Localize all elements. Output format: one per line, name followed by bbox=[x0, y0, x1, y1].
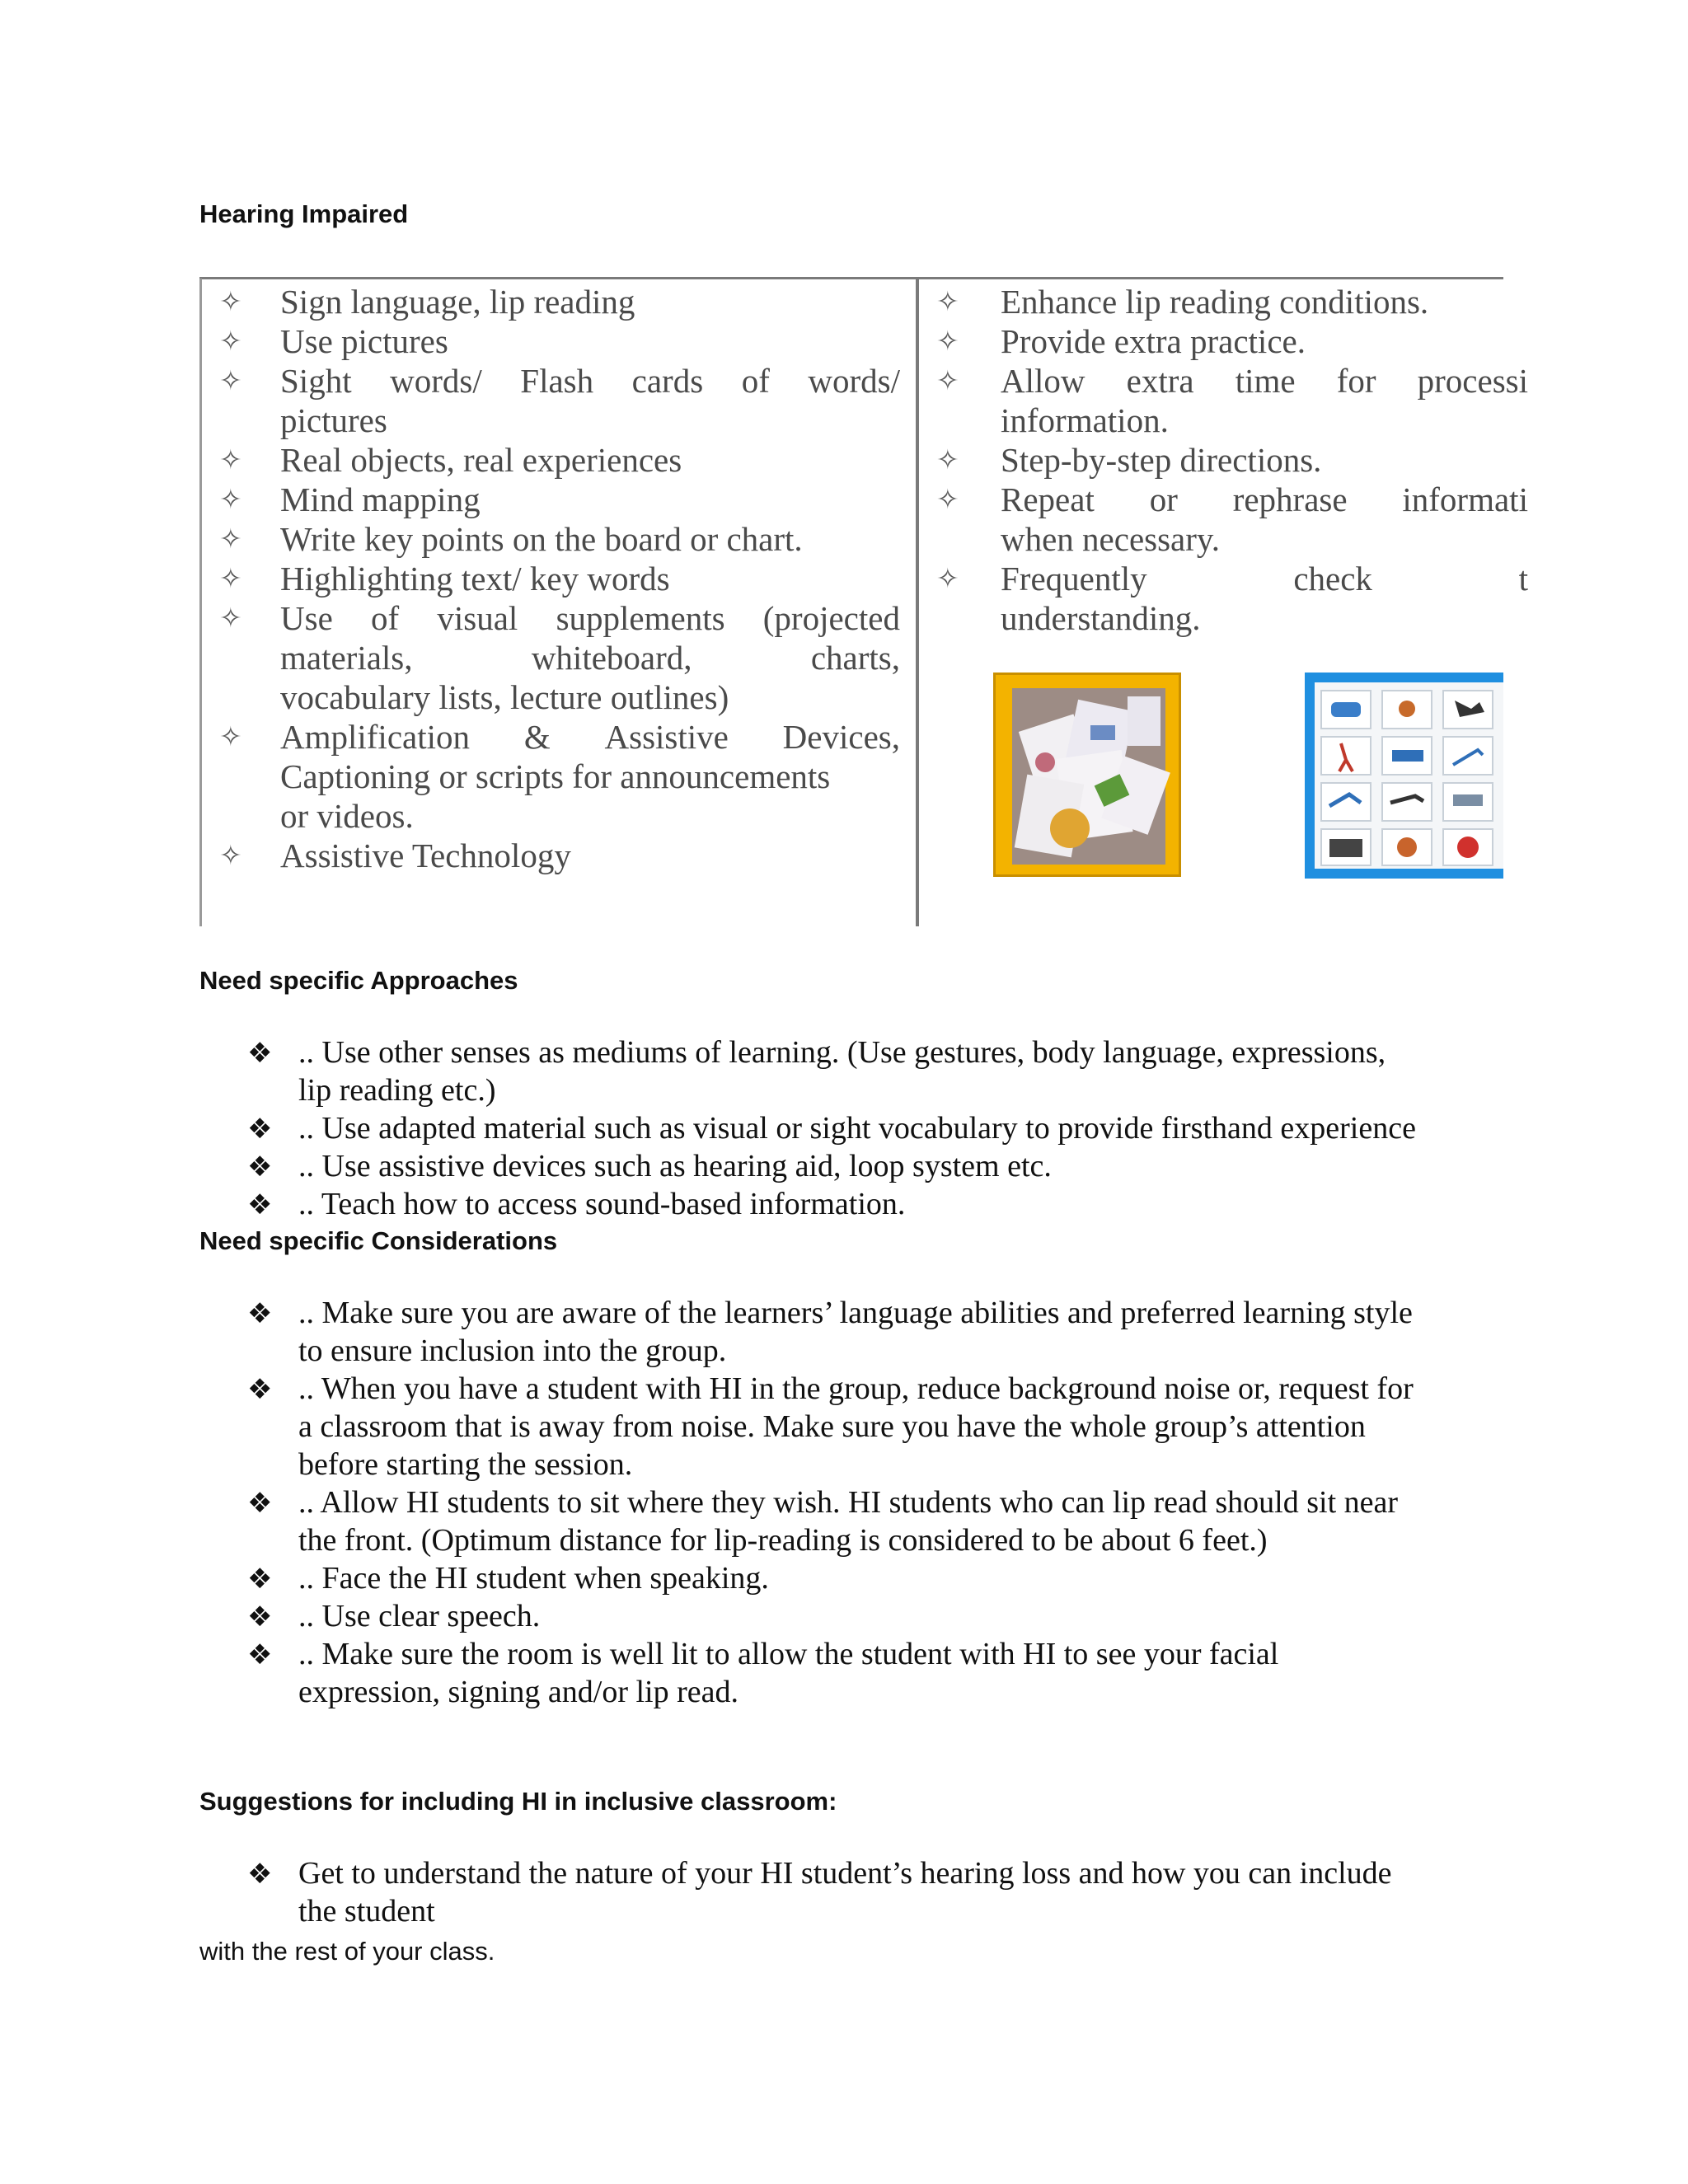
list-item-line: lip reading etc.) bbox=[298, 1073, 496, 1108]
diamond-bullet-icon: ❖ bbox=[247, 1151, 273, 1183]
right-col-bullet-icon: ✧ bbox=[936, 483, 959, 515]
list-item-line: .. When you have a student with HI in the group, reduce background noise or, request for bbox=[298, 1371, 1414, 1406]
left-col-line: Amplification & Assistive Devices, bbox=[280, 718, 900, 756]
left-col-line: Use of visual supplements (projected bbox=[280, 599, 900, 637]
left-col-line: materials, whiteboard, charts, bbox=[280, 639, 900, 677]
list-item-line: .. Make sure the room is well lit to allow the student with HI to see your facial bbox=[298, 1637, 1279, 1671]
right-col-bullet-icon: ✧ bbox=[936, 325, 959, 357]
list-item-text bbox=[298, 1635, 1477, 1711]
list-item-text bbox=[298, 1294, 1477, 1370]
right-col-line: information. bbox=[1001, 401, 1169, 439]
diamond-bullet-icon: ❖ bbox=[247, 1373, 273, 1406]
list-item-line: .. Use adapted material such as visual or sight vocabulary to provide firsthand experience bbox=[298, 1111, 1416, 1146]
diamond-bullet-icon: ❖ bbox=[247, 1638, 273, 1671]
diamond-bullet-icon: ❖ bbox=[247, 1858, 273, 1891]
list-item-text bbox=[298, 1559, 1477, 1597]
left-col-bullet-icon: ✧ bbox=[219, 443, 242, 476]
list-item-line: to ensure inclusion into the group. bbox=[298, 1333, 727, 1368]
list-item-text bbox=[298, 1147, 1477, 1185]
heading-need-specific-considerations: Need specific Considerations bbox=[199, 1226, 558, 1255]
heading-need-specific-approaches: Need specific Approaches bbox=[199, 966, 518, 995]
left-col-line: or videos. bbox=[280, 797, 414, 835]
list-item-text bbox=[298, 1597, 1477, 1635]
right-col-line: when necessary. bbox=[1001, 520, 1220, 558]
list-item-line: before starting the session. bbox=[298, 1447, 633, 1482]
table-column-divider bbox=[916, 279, 919, 926]
list-item-text bbox=[298, 1109, 1477, 1147]
right-col-line: Frequently check t bbox=[1001, 560, 1528, 598]
closing-line: with the rest of your class. bbox=[199, 1937, 495, 1966]
diamond-bullet-icon: ❖ bbox=[247, 1188, 273, 1221]
left-col-bullet-icon: ✧ bbox=[219, 325, 242, 357]
list-item-line: expression, signing and/or lip read. bbox=[298, 1675, 739, 1709]
diamond-bullet-icon: ❖ bbox=[247, 1563, 273, 1596]
left-col-line: Sign language, lip reading bbox=[280, 283, 635, 321]
list-item-line: the front. (Optimum distance for lip-reading is considered to be about 6 feet.) bbox=[298, 1523, 1268, 1558]
right-col-bullet-icon: ✧ bbox=[936, 364, 959, 396]
left-col-line: Use pictures bbox=[280, 322, 448, 360]
list-item-line: the student bbox=[298, 1894, 435, 1929]
list-item-text bbox=[298, 1483, 1477, 1559]
list-item-line: .. Use other senses as mediums of learning. (Use gestures, body language, expressions, bbox=[298, 1035, 1386, 1070]
right-col-bullet-icon: ✧ bbox=[936, 285, 959, 317]
left-col-bullet-icon: ✧ bbox=[219, 523, 242, 555]
right-col-line: Enhance lip reading conditions. bbox=[1001, 283, 1429, 321]
list-item-line: a classroom that is away from noise. Make sure you have the whole group’s attention bbox=[298, 1409, 1366, 1444]
list-item-text bbox=[298, 1370, 1477, 1483]
heading-hearing-impaired: Hearing Impaired bbox=[199, 199, 409, 228]
left-col-line: vocabulary lists, lecture outlines) bbox=[280, 678, 729, 716]
list-item-line: .. Allow HI students to sit where they wish. HI students who can lip read should sit near bbox=[298, 1485, 1399, 1520]
list-item-line: .. Use assistive devices such as hearing aid, loop system etc. bbox=[298, 1149, 1052, 1183]
left-col-bullet-icon: ✧ bbox=[219, 483, 242, 515]
list-item-line: Get to understand the nature of your HI student’s hearing loss and how you can include bbox=[298, 1856, 1392, 1891]
list-item-line: .. Teach how to access sound-based information. bbox=[298, 1187, 906, 1221]
left-col-line: pictures bbox=[280, 401, 387, 439]
left-col-line: Assistive Technology bbox=[280, 837, 571, 874]
diamond-bullet-icon: ❖ bbox=[247, 1037, 273, 1070]
diamond-bullet-icon: ❖ bbox=[247, 1297, 273, 1330]
right-col-bullet-icon: ✧ bbox=[936, 562, 959, 594]
left-col-line: Real objects, real experiences bbox=[280, 441, 682, 479]
left-col-bullet-icon: ✧ bbox=[219, 562, 242, 594]
table-top-border bbox=[199, 277, 1503, 279]
right-col-line: Step-by-step directions. bbox=[1001, 441, 1322, 479]
right-col-line: Provide extra practice. bbox=[1001, 322, 1306, 360]
left-col-line: Captioning or scripts for announcements bbox=[280, 757, 831, 795]
list-item-text bbox=[298, 1033, 1477, 1109]
flash-cards-illustration bbox=[1012, 688, 1165, 865]
left-col-bullet-icon: ✧ bbox=[219, 364, 242, 396]
list-item-line: .. Make sure you are aware of the learners’ language abilities and preferred learning style bbox=[298, 1296, 1413, 1330]
list-item-text bbox=[298, 1185, 1477, 1223]
left-col-line: Sight words/ Flash cards of words/ bbox=[280, 362, 900, 400]
picture-symbols-illustration bbox=[1315, 682, 1503, 869]
list-item-line: .. Face the HI student when speaking. bbox=[298, 1561, 769, 1596]
heading-suggestions: Suggestions for including HI in inclusive classroom: bbox=[199, 1787, 837, 1816]
diamond-bullet-icon: ❖ bbox=[247, 1487, 273, 1520]
left-col-line: Mind mapping bbox=[280, 480, 481, 518]
left-col-bullet-icon: ✧ bbox=[219, 602, 242, 634]
left-col-bullet-icon: ✧ bbox=[219, 839, 242, 871]
list-item-text bbox=[298, 1854, 1477, 1930]
left-col-bullet-icon: ✧ bbox=[219, 720, 242, 752]
flash-cards-photo bbox=[993, 673, 1181, 877]
left-col-line: Write key points on the board or chart. bbox=[280, 520, 803, 558]
table-left-border bbox=[199, 279, 202, 926]
list-item-line: .. Use clear speech. bbox=[298, 1599, 541, 1633]
scanned-strategies-table bbox=[199, 275, 1528, 926]
diamond-bullet-icon: ❖ bbox=[247, 1113, 273, 1146]
left-col-bullet-icon: ✧ bbox=[219, 285, 242, 317]
right-col-line: Allow extra time for processi bbox=[1001, 362, 1528, 400]
picture-symbols-board bbox=[1305, 673, 1503, 879]
diamond-bullet-icon: ❖ bbox=[247, 1601, 273, 1633]
left-col-line: Highlighting text/ key words bbox=[280, 560, 670, 598]
right-col-line: Repeat or rephrase informati bbox=[1001, 480, 1528, 518]
right-col-bullet-icon: ✧ bbox=[936, 443, 959, 476]
right-col-line: understanding. bbox=[1001, 599, 1201, 637]
